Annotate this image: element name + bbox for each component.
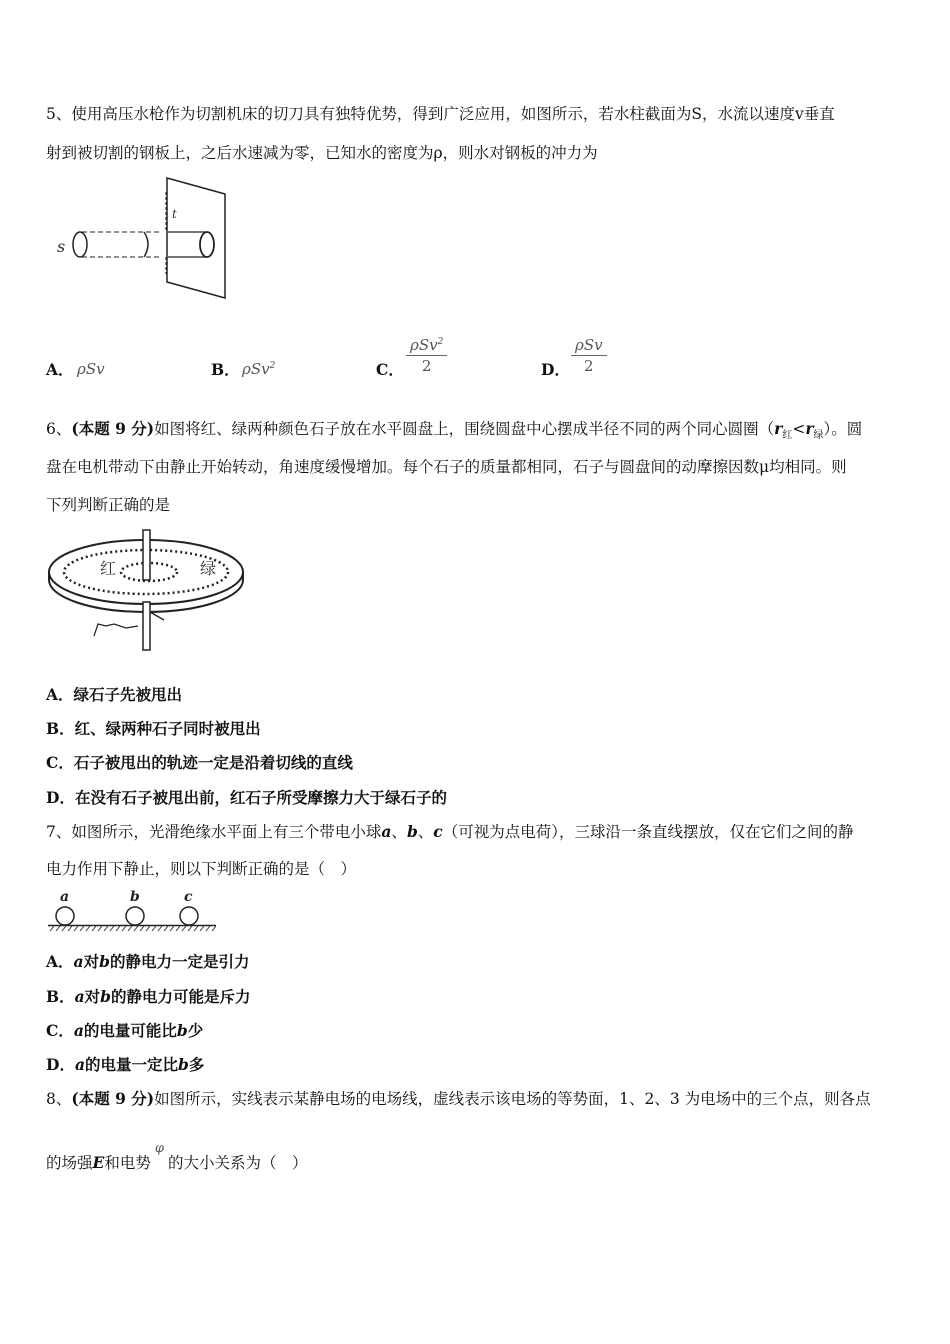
q6-text-1c: 如图将红、绿两种颜色石子放在水平圆盘上，围绕圆盘中心摆成半径不同的两个同心圆圈（ bbox=[154, 420, 775, 438]
q7-text-1g: （可视为点电荷），三球沿一条直线摆放，仅在它们之间的静 bbox=[442, 823, 854, 841]
q6-score: (本题 9 分) bbox=[71, 419, 155, 438]
q7-option-d-text1: 的电量一定比 bbox=[85, 1055, 179, 1074]
q7-option-b bbox=[46, 985, 251, 1007]
q6-option-c: C．石子被甩出的轨迹一定是沿着切线的直线 bbox=[46, 753, 353, 772]
q7-option-b-label: B． bbox=[46, 987, 75, 1006]
q7-option-a-label: A． bbox=[46, 952, 74, 971]
q5-text-line-2: 射到被切割的钢板上，之后水速减为零，已知水的密度为ρ，则水对钢板的冲力为 bbox=[46, 144, 598, 162]
q7-fig-label-c: c bbox=[184, 889, 193, 905]
q7-option-a-text1: 对 bbox=[83, 952, 100, 971]
q7-option-a-var2: b bbox=[99, 952, 110, 971]
q7-option-d bbox=[46, 1053, 204, 1075]
q5-option-d-label: D． bbox=[541, 360, 570, 379]
q7-option-c-label: C． bbox=[46, 1021, 74, 1040]
q5-option-c-den: 2 bbox=[421, 357, 432, 375]
q8-text-line-1 bbox=[46, 1087, 871, 1109]
q7-sep-1: 、 bbox=[391, 823, 407, 841]
q7-text-line-2: 电力作用下静止，则以下判断正确的是（ ） bbox=[46, 860, 357, 878]
q6-text-1d: ）。圆 bbox=[823, 420, 863, 438]
q6-text-line-2: 盘在电机带动下由静止开始转动，角速度缓慢增加。每个石子的质量都相同，石子与圆盘间的动摩擦因数μ均相同。则 bbox=[46, 458, 847, 476]
q5-text-line-1: 5、使用高压水枪作为切割机床的切刀具有独特优势，得到广泛应用，如图所示，若水柱截面为S，水流以速度v垂直 bbox=[46, 105, 835, 123]
q5-option-c-num: ρSv bbox=[410, 336, 438, 354]
q6-option-d: D．在没有石子被甩出前，红石子所受摩擦力大于绿石子的 bbox=[46, 788, 447, 807]
q7-var-c: c bbox=[433, 822, 443, 841]
q8-text-1c: 如图所示，实线表示某静电场的电场线，虚线表示该电场的等势面，1、2、3 为电场中的三个点，则各点 bbox=[154, 1090, 871, 1108]
q6-option-a: A．绿石子先被甩出 bbox=[46, 685, 183, 704]
q7-option-c-var1: a bbox=[73, 1021, 84, 1040]
q6-label-green: 绿 bbox=[200, 559, 217, 578]
q5-label-s: s bbox=[57, 237, 66, 256]
q8-var-e: E bbox=[92, 1153, 105, 1172]
q5-option-d-num: ρSv bbox=[571, 336, 607, 356]
q5-option-a-expr: ρSv bbox=[77, 360, 105, 378]
q8-phi-symbol: φ bbox=[154, 1141, 164, 1156]
q7-fig-label-b: b bbox=[130, 889, 140, 905]
q7-option-d-text2: 多 bbox=[188, 1055, 205, 1074]
q5-option-b-expr bbox=[242, 360, 275, 378]
q6-lt: < bbox=[792, 420, 806, 438]
q8-text-2b: 和电势 bbox=[104, 1154, 151, 1172]
q6-r-red: r bbox=[774, 419, 783, 438]
q6-number: 6、 bbox=[46, 420, 72, 438]
q8-score: (本题 9 分) bbox=[71, 1089, 155, 1108]
q7-option-b-text2: 的静电力可能是斥力 bbox=[111, 987, 251, 1006]
q7-option-c bbox=[46, 1019, 203, 1041]
q5-option-a-label: A． bbox=[46, 360, 74, 379]
q6-text-line-1 bbox=[46, 417, 862, 441]
q7-option-d-var1: a bbox=[74, 1055, 85, 1074]
q5-option-b-base: ρSv bbox=[242, 360, 270, 378]
q7-option-a bbox=[46, 950, 249, 972]
q5-water-jet-figure bbox=[52, 172, 237, 307]
q7-text-line-1 bbox=[46, 820, 854, 842]
q6-r-red-sub: 红 bbox=[782, 430, 793, 442]
q7-text-1a: 7、如图所示，光滑绝缘水平面上有三个带电小球 bbox=[46, 823, 382, 841]
q7-var-a: a bbox=[381, 822, 392, 841]
q7-option-a-var1: a bbox=[73, 952, 84, 971]
q5-option-d-den: 2 bbox=[584, 357, 594, 375]
q6-label-red: 红 bbox=[100, 559, 117, 578]
q6-option-b: B．红、绿两种石子同时被甩出 bbox=[46, 719, 261, 738]
q5-option-c-fraction bbox=[406, 336, 447, 375]
q7-option-d-var2: b bbox=[178, 1055, 189, 1074]
q5-option-c-label: C． bbox=[376, 360, 404, 379]
q5-label-t: t bbox=[172, 207, 177, 221]
q8-text-2c: 的大小关系为（ ） bbox=[167, 1154, 308, 1172]
q7-fig-label-a: a bbox=[60, 889, 70, 905]
q7-option-c-text2: 少 bbox=[187, 1021, 204, 1040]
q8-number: 8、 bbox=[46, 1090, 72, 1108]
q7-three-balls-figure bbox=[46, 886, 221, 936]
q5-option-b-exp: 2 bbox=[269, 361, 276, 371]
q6-rotating-disc-figure bbox=[46, 528, 251, 653]
q7-option-a-text2: 的静电力一定是引力 bbox=[109, 952, 250, 971]
q7-option-c-var2: b bbox=[176, 1021, 188, 1040]
q5-option-b-label: B． bbox=[211, 360, 240, 379]
q6-r-green: r bbox=[805, 419, 814, 438]
q5-option-d-fraction bbox=[571, 336, 607, 375]
q6-r-green-sub: 绿 bbox=[813, 430, 824, 442]
q7-option-b-text1: 对 bbox=[84, 987, 101, 1006]
q7-option-b-var2: b bbox=[100, 987, 112, 1006]
q7-sep-2: 、 bbox=[417, 823, 434, 841]
q8-text-line-2 bbox=[46, 1141, 308, 1173]
q5-option-c-exp: 2 bbox=[437, 337, 444, 347]
q7-option-b-var1: a bbox=[74, 987, 85, 1006]
q7-option-c-text1: 的电量可能比 bbox=[83, 1021, 177, 1040]
q6-text-line-3: 下列判断正确的是 bbox=[46, 496, 171, 514]
q8-text-2a: 的场强 bbox=[46, 1154, 93, 1172]
q7-option-d-label: D． bbox=[46, 1055, 75, 1074]
q7-var-b: b bbox=[406, 822, 418, 841]
